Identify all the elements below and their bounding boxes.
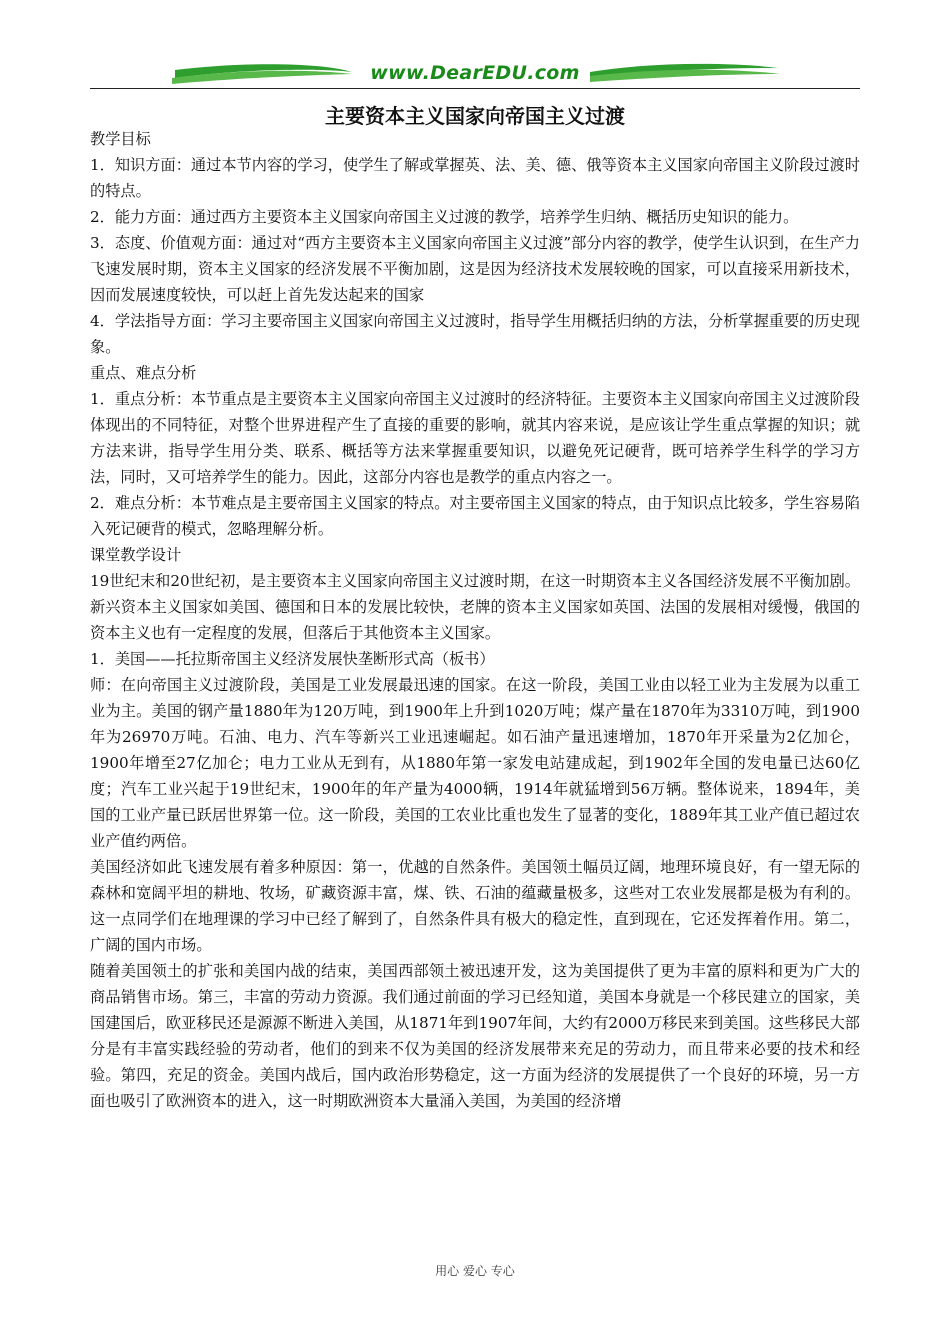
paragraph: 1．知识方面：通过本节内容的学习，使学生了解或掌握英、法、美、德、俄等资本主义国家向帝国主义阶段过渡时的特点。 <box>90 156 860 200</box>
paragraph: 美国经济如此飞速发展有着多种原因：第一，优越的自然条件。美国领土幅员辽阔，地理环境良好，有一望无际的森林和宽阔平坦的耕地、牧场，矿藏资源丰富，煤、铁、石油的蕴藏量极多，这些对工农业发展都是极为有利的。这一点同学们在地理课的学习中已经了解到了，自然条件具有极大的稳定性，直到现在，它还发挥着作用。第二，广阔的国内市场。 <box>90 858 860 954</box>
header-rule <box>90 88 860 89</box>
page-footer: 用心 爱心 专心 <box>435 1264 515 1278</box>
header-banner <box>90 58 860 92</box>
page-title: 主要资本主义国家向帝国主义过渡 <box>325 104 625 128</box>
paragraph: 2．能力方面：通过西方主要资本主义国家向帝国主义过渡的教学，培养学生归纳、概括历史知识的能力。 <box>90 208 799 226</box>
heading-key-points: 重点、难点分析 <box>90 364 197 382</box>
paragraph: 19世纪末和20世纪初，是主要资本主义国家向帝国主义过渡时期，在这一时期资本主义各国经济发展不平衡加剧。新兴资本主义国家如美国、德国和日本的发展比较快，老牌的资本主义国家如英国、法国的发展相对缓慢，俄国的资本主义也有一定程度的发展，但落后于其他资本主义国家。 <box>90 572 860 642</box>
paragraph: 1．重点分析：本节重点是主要资本主义国家向帝国主义过渡时的经济特征。主要资本主义国家向帝国主义过渡阶段体现出的不同特征，对整个世界进程产生了直接的重要的影响，就其内容来说，是应该让学生重点掌握的知识；就方法来讲，指导学生用分类、联系、概括等方法来掌握重要知识，以避免死记硬背，既可培养学生科学的学习方法，同时，又可培养学生的能力。因此，这部分内容也是教学的重点内容之一。 <box>90 390 860 486</box>
paragraph: 师：在向帝国主义过渡阶段，美国是工业发展最迅速的国家。在这一阶段，美国工业由以轻工业为主发展为以重工业为主。美国的钢产量1880年为120万吨，到1900年上升到1020万吨；煤产量在1870年为3310万吨，到1900年为26970万吨。石油、电力、汽车等新兴工业迅速崛起。如石油产量迅速增加，1870年开采量为2亿加仑，1900年增至27亿加仑；电力工业从无到有，从1880年第一家发电站建成起，到1902年全国的发电量已达60亿度；汽车工业兴起于19世纪末，1900年的年产量为4000辆，1914年就猛增到56万辆。整体说来，1894年，美国的工业产量已跃居世界第一位。这一阶段，美国的工农业比重也发生了显著的变化，1889年其工业产值已超过农业产值约两倍。 <box>90 676 860 850</box>
paragraph: 随着美国领土的扩张和美国内战的结束，美国西部领土被迅速开发，这为美国提供了更为丰富的原料和更为广大的商品销售市场。第三，丰富的劳动力资源。我们通过前面的学习已经知道，美国本身就是一个移民建立的国家，美国建国后，欧亚移民还是源源不断进入美国，从1871年到1907年间，大约有2000万移民来到美国。这些移民大部分是有丰富实践经验的劳动者，他们的到来不仅为美国的经济发展带来充足的劳动力，而且带来必要的技术和经验。第四，充足的资金。美国内战后，国内政治形势稳定，这一方面为经济的发展提供了一个良好的环境，另一方面也吸引了欧洲资本的进入，这一时期欧洲资本大量涌入美国，为美国的经济增 <box>90 962 860 1110</box>
paragraph: 3．态度、价值观方面：通过对“西方主要资本主义国家向帝国主义过渡”部分内容的教学，使学生认识到，在生产力飞速发展时期，资本主义国家的经济发展不平衡加剧，这是因为经济技术发展较晚的国家，可以直接采用新技术，因而发展速度较快，可以赶上首先发达起来的国家 <box>90 234 860 304</box>
paragraph: 2．难点分析：本节难点是主要帝国主义国家的特点。对主要帝国主义国家的特点，由于知识点比较多，学生容易陷入死记硬背的模式，忽略理解分析。 <box>90 494 860 538</box>
document-body <box>90 126 860 1114</box>
heading-objectives: 教学目标 <box>90 130 151 148</box>
heading-lesson-design: 课堂教学设计 <box>90 546 182 564</box>
paragraph: 4．学法指导方面：学习主要帝国主义国家向帝国主义过渡时，指导学生用概括归纳的方法，分析掌握重要的历史现象。 <box>90 312 860 356</box>
section-heading-usa: 1．美国——托拉斯帝国主义经济发展快垄断形式高（板书） <box>90 650 495 668</box>
site-logo-text: www.DearEDU.com <box>370 62 580 84</box>
